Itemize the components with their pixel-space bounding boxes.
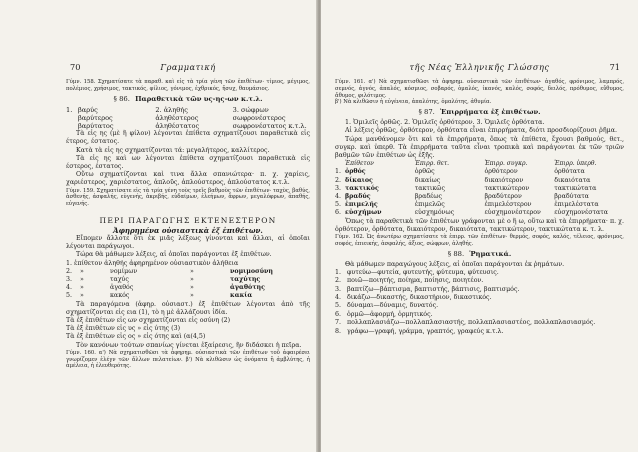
derived-table: 2. » νομίμων » νομιμοσύνη 3. » ταχύς » ταχύτης 4. » ἀγαθός » ἀγαθότης 5. » κακός » κακία [66, 267, 273, 300]
running-title: Γραμματική [160, 62, 216, 72]
paragraph: Αἱ λέξεις ὀρθῶς, ὀρθότερον, ὀρθότατα εἶναι ἐπιρρήματα, διότι προσδιορίζουσι ῥῆμα. [345, 127, 617, 135]
adverb-table-header: Ἐπίθετον Ἐπιρρ. θετ. Ἐπιρρ. συγκρ. Ἐπιρρ. ὑπερθ. [345, 160, 597, 168]
right-page [321, 0, 638, 452]
list-item: δύναμαι—δύναμις, δυνατός. [347, 302, 439, 310]
paragraph: Τὰ εἰς ης (μὲ ἢ φίλον) λέγονται ἐπίθετα σχηματίζουσι παραθετικὰ εἰς έτερος, έστατος. [66, 130, 310, 146]
paragraph: Οὕτω σχηματίζονται καὶ τινα ἄλλα σπανιώτερα· π. χ. χαρίεις, χαριέστερος, χαριέστατος, ἁπλοῦς, ἁπλούστερος, ἁπλούστατος κ.τ.λ. [66, 171, 310, 187]
exercise-161b: β') Νὰ κλιθῶσιν ἡ εὐγένεια, ἀπαλότης, ὁμαλότης, ἀθυμία. [335, 99, 492, 106]
right-page-header [335, 62, 624, 74]
left-page-header [66, 62, 310, 74]
exercise-160: Γύμν. 160. α') Νὰ σχηματισθῶσι τὰ ἀφηρημ. οὐσιαστικὰ τῶν ἐπιθέτων τοῦ ἀφαιρέσει γνωρίζομεν ἐλέγν τῶν ἄλλων πελατείων. β') Νὰ κλιθῶσιν ὡς ὀνόματα ἢ ἀμβλύτης, ἡ ἀμέλεια, ἡ ἐλευθερότης. [66, 349, 310, 370]
section-88-title: § 88. Ῥηματικά. [447, 249, 512, 258]
paragraph: Τὰ παραγόμενα (ἀφηρ. οὐσιαστ.) ἐξ ἐπιθέτων λέγονται ἀπὸ τῆς σχηματίζονται εἰς εια (1), τὸ η μὲ ἀλλάζουσι ἰδία. [66, 300, 310, 316]
ending-rule: Τὰ ἐξ ἐπιθέτων εἰς υς » εἰς ύτης (3) [66, 325, 181, 333]
paragraph: Ὅπως τὰ παραθετικὰ τῶν ἐπιθέτων γράφονται μὲ ο ἢ ω, οὕτω καὶ τὰ ἐπιρρήματα· π. χ. ὀρθότερον, ὀρθότατα, δικαιότερον, δικαιότατα, τακτικώτερον, τακτικώτατα κ. τ. λ. [335, 217, 624, 233]
paragraph: Θὰ μάθωμεν παραγώγους λέξεις, αἱ ὁποῖαι παράγονται ἐκ ῥημάτων. [345, 260, 565, 268]
paragraph: Τὰ εἰς ης καὶ ων λέγονται ἐπίθετα σχηματίζουσι παραθετικὰ εἰς έστερος, έστατος. [66, 154, 310, 171]
page-number: 71 [609, 62, 620, 72]
exercise-162: Γύμν. 162. Ὡς ἀνωτέρω σχηματίσατε τὰ ἐπιρρ. τῶν ἐπιθέτων· θερμός, σοφός, καλός, τέλειος, φρόνιμος, σοφός, ἐπιεικής, ἀσφαλής, ἀξιος, σώφρων, ἀληθής. [335, 234, 624, 247]
page-number: 70 [70, 62, 81, 72]
adverb-table: 1. ὀρθός ὀρθῶς ὀρθότερον ὀρθότατα 2. δίκαιος δικαίως δικαιότερον δικαιότατα 3. τακτικός τακτικῶς τακτικώτερον τακτικώτατα 4. βραδύς βραδέως βραδύτερον βραδύτατα 5. ἐπιμελής ἐπιμελῶς ἐπιμελέστερον ἐπιμελέστατα 6. εὐσχήμων εὐσχημόνως εὐσχημονέστερον εὐσχημονέστατα [335, 168, 608, 217]
section-86-title: § 86. Παραθετικὰ τῶν υς-ης-ων κ.τ.λ. [113, 94, 263, 103]
exercise-159: Γύμν. 159. Σχηματίσατε εἰς τὰ τρία γένη τοὺς τρεῖς βαθμοὺς τῶν ἐπιθέτων· ταχὺς, βαθύς, ἀσθενής, ἀσφαλής, εὐγενής, ἀκριβής, εὐδαίμων, ἐλεήμων, ἄφρων, μεγαλόφρων, ἀπαθής, εὐγενής. [66, 187, 310, 208]
verb-derivatives-list: 1. φυτεύω—φυτεία, φυτευτής, φύτευμα, φύτευσις. 2. ποιῶ—ποιητής, ποίημα, ποίησις, ποιητέον. 3. βαπτίζω—βάπτισμα, βαπτιστής, βάπτισις, βαπτισμός. 4. δικάζω—δικαστής, δικαστήριον, δικαστικός. 5. δύναμαι—δύναμις, δυνατός. 6. ὁρμῶ—ἀφορμή, ὁρμητικός. 7. πολλαπλασιάζω—πολλαπλασιαστής, πολλαπλασιαστέος, πολλαπλασιασμός. 8. γράφω—γραφή, γράμμα, γραπτός, γραφεύς κ.τ.λ. [335, 269, 624, 336]
section-heading: ΠΕΡΙ ΠΑΡΑΓΩΓΗΣ ΕΚΤΕΝΕΣΤΕΡΟΝ [99, 216, 277, 226]
list-item: πολλαπλασιάζω—πολλαπλασιαστής, πολλαπλασιαστέος, πολλαπλασιασμός. [347, 319, 596, 327]
running-title: τῆς Νέας Ἑλληνικῆς Γλώσσης [409, 62, 550, 72]
paragraph: Εἴπομεν ἄλλοτε ὅτι ἐκ μιᾶς λέξεως γίνονται καὶ ἄλλαι, αἱ ὁποῖαι λέγονται παράγωγοι. [66, 235, 310, 251]
subheading: Ἀφηρημένα οὐσιαστικὰ ἐξ ἐπιθέτων. [113, 226, 263, 236]
paragraph: Τώρα μανθάνομεν ὅτι καὶ τὰ ἐπιρρήματα, ὅπως τὰ ἐπίθετα, ἔχουσι βαθμούς, θετ., συγκρ. καὶ ὑπερθ. Τὰ ἐπιρρήματα ταῦτα εἶναι τροπικὰ καὶ παράγονται ἐκ τῶν τριῶν βαθμῶν τῶν ἐπιθέτων ὡς ἑξῆς. [335, 135, 624, 159]
list-item: βαπτίζω—βάπτισμα, βαπτιστής, βάπτισις, βαπτισμός. [347, 285, 520, 293]
exercise-158: Γύμν. 158. Σχηματίσατε τὰ παραθ. καὶ εἰς τὰ τρία γένη τῶν ἐπιθέτων· τίμιος, μέγιμος, πολέμιος, χρήσιμος, τακτικός, φίλιος, γόνιμος, ἐχθρικός, ἥσυχ, θαυμάσιος. [66, 79, 310, 92]
list-item: φυτεύω—φυτεία, φυτευτής, φύτευμα, φύτευσις. [347, 268, 499, 276]
list-item: ποιῶ—ποιητής, ποίημα, ποίησις, ποιητέον. [347, 277, 484, 285]
examples: 1. Ὁμιλεῖς ὀρθῶς. 2. Ὁμιλεῖς ὀρθότερον. 3. Ὁμιλεῖς ὀρθότατα. [345, 119, 545, 127]
ending-rule: Τὰ ἐξ ἐπιθέτων εἰς ος » εἰς ότης καὶ (α(4,5) [66, 333, 206, 341]
list-item: ὁρμῶ—ἀφορμή, ὁρμητικός. [347, 310, 433, 318]
section-87-title: § 87. Ἐπιρρήματα ἐξ ἐπιθέτων. [418, 108, 541, 117]
paragraph: Κατὰ τὰ εἰς ης σχηματίζονται τά: μεγαλήτερος, καλλίτερος. [76, 146, 270, 154]
list-item: γράφω—γραφή, γράμμα, γραπτός, γραφεύς κ.τ.λ. [347, 327, 504, 335]
ending-rule: Τὰ ἐξ ἐπιθέτων εἰς ων σχηματίζονται εἰς οσύνη (2) [66, 317, 231, 325]
derived-intro: 1. ἐπίθετον ἀληθής ἀφηρημένον οὐσιαστικὸν ἀλήθεια [66, 259, 239, 267]
paragraph: Τὸν κανόνων τούτων σπανίως γίνεται ἐξαίρεσις, ἣν διδάσκει ἡ πεῖρα. [76, 341, 302, 349]
paragraph: Τώρα θὰ μάθωμεν λέξεις, αἱ ὁποῖαι παράγονται ἐξ ἐπιθέτων. [76, 251, 272, 259]
exercise-161: Γύμν. 161. α') Νὰ σχηματισθῶσι τὰ ἀφηρημ. οὐσιαστικὰ τῶν ἐπιθέτων· ἀγαθός, φρόνιμος, λαμπρός, σεμνός, ἁγνός, ἁπαλός, κόσμιος, σοβαρός, ὁμαλός, ἱκανός, καλός, σοφός, δειλός, πρόθυμος, εὔθυμος, ἄθυμος, φιλότιμος. [335, 79, 624, 99]
left-page [0, 0, 318, 452]
comparison-table-86: 1. βαρύς 2. ἀληθής 3. σώφρων βαρύτερος ἀληθέστερος σωφρονέστερος βαρύτατος ἀληθέστατος σωφρονέστατος κ.τ.λ. [66, 105, 307, 130]
list-item: δικάζω—δικαστής, δικαστήριον, δικαστικός. [347, 294, 492, 302]
